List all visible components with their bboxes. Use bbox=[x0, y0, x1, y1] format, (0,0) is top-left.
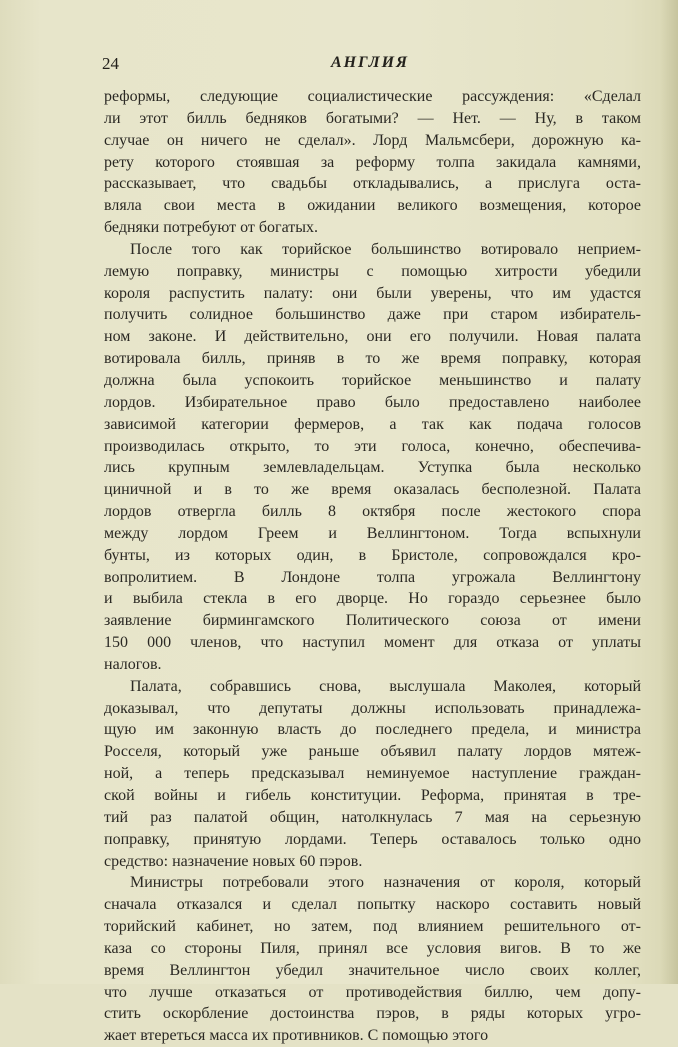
text-line: должна была успокоить торийское меньшинство и палату bbox=[104, 371, 641, 389]
text-line: торийский кабинет, но затем, под влиянием решительного от- bbox=[104, 918, 641, 936]
text-line: рету которого стоявшая за реформу толпа закидала камнями, bbox=[104, 153, 641, 171]
text-line: тий раз палатой общин, натолкнулась 7 мая на серьезную bbox=[104, 808, 641, 826]
text-line: 150 000 членов, что наступил момент для отказа от уплаты bbox=[104, 634, 641, 652]
page-edge-shadow bbox=[660, 0, 678, 984]
text-line: бунты, из которых один, в Бристоле, сопровождался кро- bbox=[104, 546, 641, 564]
text-line: жает втереться масса их противников. С помощью этого bbox=[104, 1027, 489, 1045]
paragraph bbox=[104, 86, 641, 239]
text-line: вляла свои места в ожидании великого возмещения, которое bbox=[104, 197, 641, 215]
running-head: АНГЛИЯ bbox=[330, 54, 410, 71]
paragraph bbox=[104, 872, 641, 1047]
text-line: каза со стороны Пиля, принял все условия вигов. В то же bbox=[104, 939, 641, 957]
text-line: Росселя, который уже раньше объявил палату лордов мятеж- bbox=[104, 743, 641, 761]
text-line: циничной и в то же время оказалась бесполезной. Палата bbox=[104, 481, 641, 499]
body-text bbox=[104, 86, 641, 1047]
text-line: вопролитием. В Лондоне толпа угрожала Веллингтону bbox=[104, 568, 641, 586]
text-line: Министры потребовали этого назначения от короля, который bbox=[130, 874, 641, 892]
text-line: поправку, принятую лордами. Теперь оставалось только одно bbox=[104, 830, 641, 848]
text-line: лордов. Избирательное право было предоставлено наиболее bbox=[104, 393, 641, 411]
text-line: ной, а теперь предсказывал неминуемое наступление граждан- bbox=[104, 765, 641, 783]
text-line: бедняки потребуют от богатых. bbox=[104, 219, 319, 237]
text-line: Палата, собравшись снова, выслушала Маколея, который bbox=[130, 677, 641, 695]
text-line: производилась открыто, то эти голоса, конечно, обеспечива- bbox=[104, 437, 641, 455]
text-line: налогов. bbox=[104, 655, 162, 673]
text-line: лордов отвергла билль 8 октября после жестокого спора bbox=[104, 503, 641, 521]
text-line: реформы, следующие социалистические рассуждения: «Сделал bbox=[104, 88, 641, 105]
text-line: лемую поправку, министры с помощью хитрости убедили bbox=[104, 262, 641, 280]
text-line: ской войны и гибель конституции. Реформа, принятая в тре- bbox=[104, 787, 641, 804]
text-line: доказывал, что депутаты должны использовать принадлежа- bbox=[104, 699, 641, 717]
text-line: лись крупным землевладельцам. Уступка была несколько bbox=[104, 459, 641, 477]
text-line: между лордом Греем и Веллингтоном. Тогда вспыхнули bbox=[104, 524, 641, 542]
text-line: и выбила стекла в его дворце. Но гораздо серьезнее было bbox=[104, 590, 641, 608]
paragraph bbox=[104, 239, 641, 676]
text-line: короля распустить палату: они были уверены, что им удастся bbox=[104, 284, 641, 302]
text-line: средство: назначение новых 60 пэров. bbox=[104, 852, 363, 870]
text-line: случае он ничего не сделал». Лорд Мальмсбери, дорожную ка- bbox=[104, 131, 641, 149]
text-line: получить солидное большинство даже при старом избиратель- bbox=[104, 306, 641, 324]
text-line: сначала отказался и сделал попытку наскоро составить новый bbox=[104, 896, 641, 914]
text-line: стить оскорбление достоинства пэров, в ряды которых угро- bbox=[104, 1005, 641, 1023]
text-line: время Веллингтон убедил значительное число своих коллег, bbox=[104, 961, 641, 979]
text-line: ли этот билль бедняков богатыми? — Нет. — Ну, в таком bbox=[104, 109, 641, 127]
text-line: заявление бирмингамского Политического союза от имени bbox=[104, 612, 641, 630]
text-line: ном законе. И действительно, они его получили. Новая палата bbox=[104, 328, 641, 346]
text-line: щую им законную власть до последнего предела, и министра bbox=[104, 721, 641, 739]
text-line: После того как торийское большинство вотировало неприем- bbox=[130, 240, 641, 258]
text-line: зависимой категории фермеров, а так как подача голосов bbox=[104, 415, 641, 433]
paragraph bbox=[104, 676, 641, 873]
text-line: вотировала билль, приняв в то же время поправку, которая bbox=[104, 350, 641, 368]
text-line: что лучше отказаться от противодействия биллю, чем допу- bbox=[104, 983, 641, 1001]
page-number: 24 bbox=[102, 54, 119, 73]
page-header bbox=[100, 54, 640, 78]
text-line: рассказывает, что свадьбы откладывались, а прислуга оста- bbox=[104, 175, 641, 193]
